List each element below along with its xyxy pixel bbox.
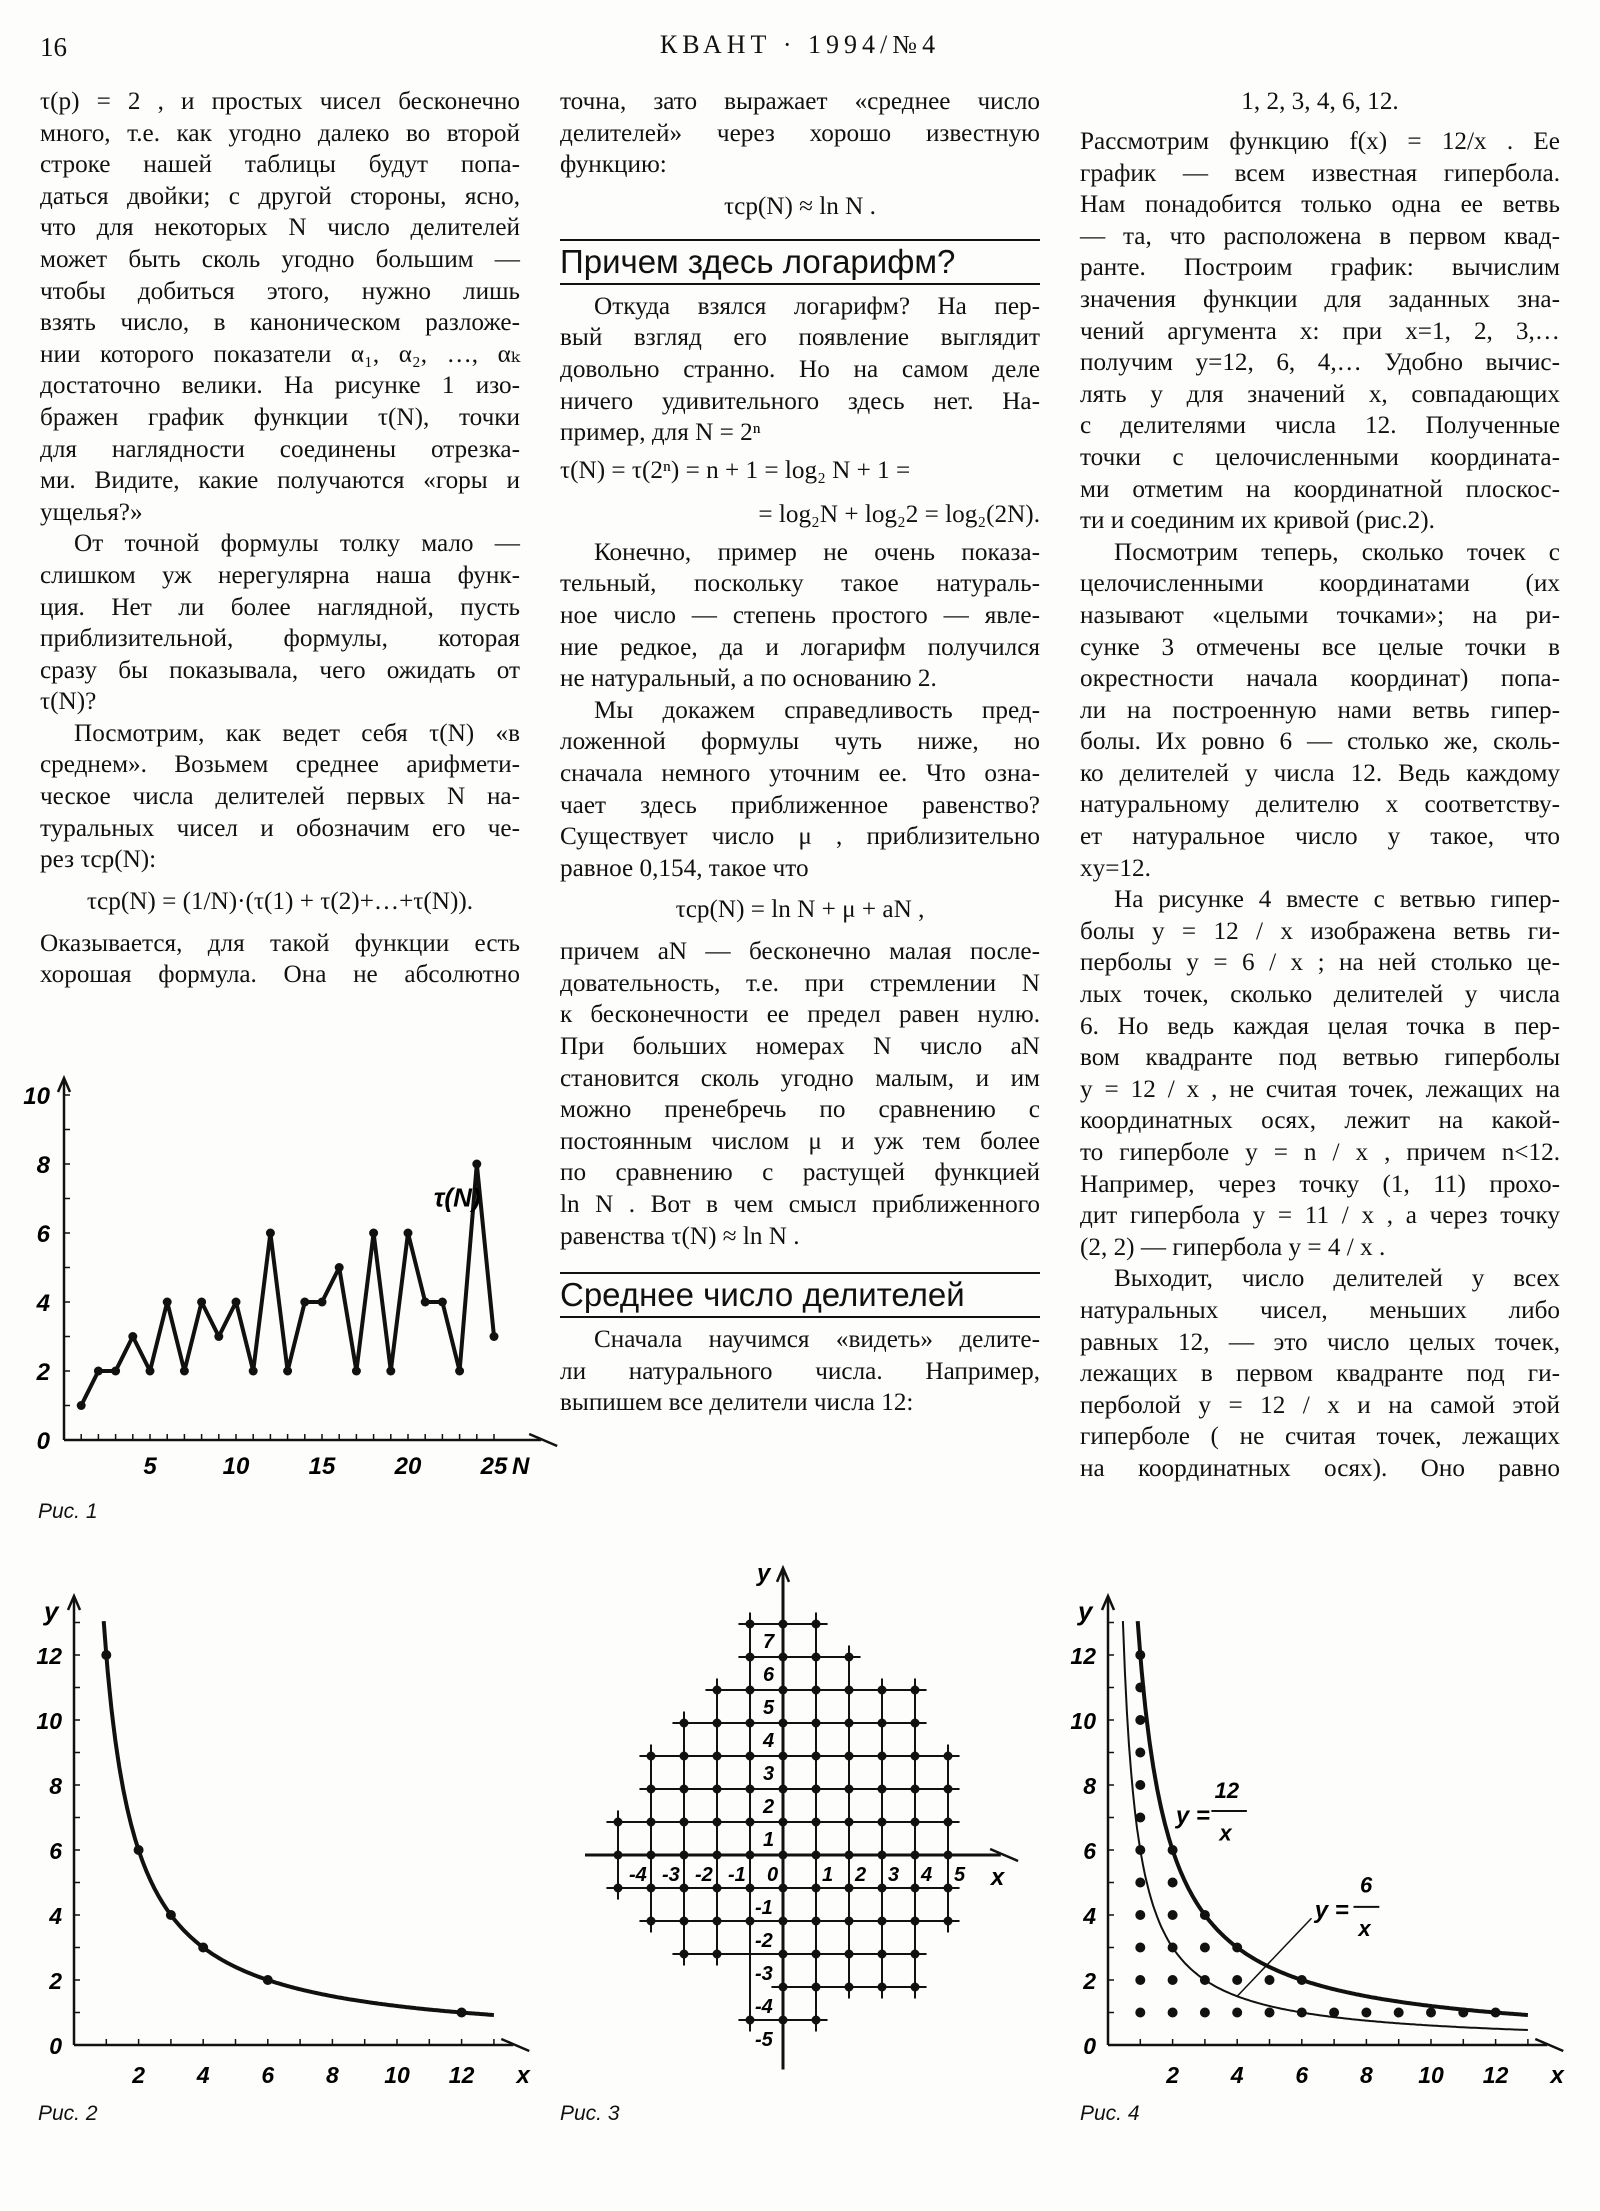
text-line: (2, 2) — гипербола y = 4 / x . <box>1080 1233 1386 1261</box>
text-line: Нам понадобится только одна ее ветвь <box>1080 191 1560 219</box>
svg-text:5: 5 <box>763 1697 775 1719</box>
text-line: ет натуральное число y такое, что <box>1080 823 1560 851</box>
text-line: ние редкое, да и логарифм получился <box>560 633 1040 661</box>
text-line: От точной формулы толку мало — <box>74 530 520 558</box>
text-line: довательность, т.е. при стремлении N <box>560 969 1040 997</box>
text-line: точки с целочисленными координата- <box>1080 443 1560 471</box>
section-heading-mean-divisors: Среднее число делителей <box>560 1272 1040 1318</box>
text-line: ко делителей у числа 12. Ведь каждому <box>1080 759 1560 787</box>
svg-text:10: 10 <box>1418 2062 1444 2088</box>
svg-text:12: 12 <box>1214 1778 1240 1803</box>
text-line: лых точек, сколько делителей у числа <box>1080 981 1560 1009</box>
text-line: Посмотрим теперь, сколько точек с <box>1114 538 1560 566</box>
text-line: довольно странно. Но на самом деле <box>560 355 1040 383</box>
svg-text:12: 12 <box>448 2062 475 2088</box>
svg-text:x: x <box>1358 1916 1371 1942</box>
svg-text:25: 25 <box>480 1453 508 1480</box>
svg-text:-4: -4 <box>629 1864 647 1886</box>
text-line: Выходит, число делителей у всех <box>1114 1265 1560 1293</box>
text-line: τ(N)? <box>40 688 97 716</box>
figure-2-caption: Рис. 2 <box>38 2102 98 2125</box>
text-line: чтобы добиться этого, нужно лишь <box>40 277 520 305</box>
text-line: достаточно велики. На рисунке 1 изо- <box>40 372 520 400</box>
svg-text:2: 2 <box>763 1796 775 1818</box>
svg-text:y =: y = <box>1175 1802 1210 1830</box>
formula-power-of-two-2: = log₂N + log₂2 = log₂(2N). <box>758 500 1040 528</box>
tau-line-chart <box>0 1060 540 1500</box>
text-line: не натуральный, а по основанию 2. <box>560 665 937 693</box>
svg-text:8: 8 <box>1360 2062 1373 2088</box>
text-line: — та, что расположена в первом квад- <box>1080 222 1560 250</box>
svg-text:12: 12 <box>36 1643 62 1669</box>
text-line: сунке 3 отмечены все целые точки в <box>1080 633 1560 661</box>
svg-text:2: 2 <box>132 2062 145 2088</box>
text-line: натуральному делителю x соответству- <box>1080 791 1560 819</box>
figure-4-caption: Рис. 4 <box>1080 2102 1140 2125</box>
text-line: xy=12. <box>1080 854 1151 882</box>
text-line: с делителями числа 12. Полученные <box>1080 412 1560 440</box>
text-line: причем aN — бесконечно малая после- <box>560 938 1040 966</box>
figure-1-caption: Рис. 1 <box>38 1500 98 1523</box>
text-line: равных 12, — это число целых точек, <box>1080 1328 1560 1356</box>
svg-text:6: 6 <box>49 1838 62 1864</box>
svg-text:4: 4 <box>49 1903 62 1929</box>
text-line: ли натурального числа. Например, <box>560 1357 1040 1385</box>
text-line: На рисунке 4 вместе с ветвью гипер- <box>1114 886 1560 914</box>
text-line: ми отметим на координатной плоскос- <box>1080 475 1560 503</box>
column-right <box>1080 86 1560 1485</box>
text-line: окрестности начала координат) попа- <box>1080 665 1560 693</box>
svg-text:4: 4 <box>196 2062 210 2088</box>
text-line: слишком уж нерегулярна наша функ- <box>40 561 520 589</box>
text-line: то гиперболе y = n / x , причем n<12. <box>1080 1139 1560 1166</box>
text-line: ln N . Вот в чем смысл приближенного <box>560 1191 1040 1219</box>
text-line: Мы докажем справедливость пред- <box>594 696 1040 724</box>
svg-text:0: 0 <box>49 2033 62 2059</box>
integer-lattice-diagram <box>560 1560 1040 2080</box>
svg-text:4: 4 <box>1230 2062 1244 2088</box>
text-line: для наглядности соединены отрезка- <box>40 435 520 463</box>
text-line: тельный, поскольку такое натураль- <box>560 570 1040 598</box>
svg-text:4: 4 <box>921 1864 933 1886</box>
text-line: ли на построенную нами ветвь гипер- <box>1080 696 1560 724</box>
divisors-list: 1, 2, 3, 4, 6, 12. <box>1241 88 1399 115</box>
svg-text:8: 8 <box>49 1773 62 1799</box>
svg-text:2: 2 <box>36 1359 50 1386</box>
svg-text:6: 6 <box>1359 1872 1373 1898</box>
text-line: график — всем известная гипербола. <box>1080 159 1560 187</box>
text-line: координатных осях, лежит на какой- <box>1080 1107 1560 1135</box>
text-line: ция. Нет ли более наглядной, пусть <box>40 593 520 621</box>
svg-text:y: y <box>44 1596 59 1626</box>
svg-text:x: x <box>990 1864 1005 1891</box>
svg-text:-1: -1 <box>755 1897 773 1919</box>
svg-text:6: 6 <box>763 1664 775 1686</box>
text-line: ное число — степень простого — явле- <box>560 601 1040 629</box>
text-line: чений аргумента x: при x=1, 2, 3,… <box>1080 317 1560 345</box>
figure-2-hyperbola <box>0 1570 540 2089</box>
svg-text:3: 3 <box>888 1864 900 1886</box>
text-line: Например, через точку (1, 11) прохо- <box>1080 1170 1560 1198</box>
formula-ln: τср(N) ≈ ln N . <box>724 192 876 220</box>
text-line: вый взгляд его появление выглядит <box>560 324 1040 352</box>
formula-mean-divisors: τср(N) = (1/N)·(τ(1) + τ(2)+…+τ(N)). <box>86 887 474 915</box>
text-line: ничего удивительного здесь нет. На- <box>560 387 1040 415</box>
text-line: становится сколь угодно малым, и им <box>560 1064 1040 1092</box>
text-line: y = 12 / x , не считая точек, лежащих на <box>1080 1075 1560 1103</box>
svg-text:10: 10 <box>36 1708 62 1734</box>
text-line: ложенной формулы чуть ниже, но <box>560 728 1040 756</box>
text-line: гиперболе ( не считая точек, лежащих <box>1080 1423 1560 1451</box>
text-line: постоянным числом μ и уж тем более <box>560 1127 1040 1155</box>
text-line: по сравнению с растущей функцией <box>560 1159 1040 1187</box>
svg-text:1: 1 <box>822 1864 834 1886</box>
text-line: сразу бы показывала, чего ожидать от <box>40 656 520 684</box>
text-line: что для некоторых N число делителей <box>40 214 520 242</box>
svg-text:10: 10 <box>222 1453 250 1480</box>
text-line: Рассмотрим функцию f(x) = 12/x . Ее <box>1080 128 1560 155</box>
svg-text:8: 8 <box>326 2062 339 2088</box>
svg-text:15: 15 <box>308 1453 336 1480</box>
text-line: 6. Но ведь каждая целая точка в пер- <box>1080 1012 1560 1040</box>
text-line: перболой y = 12 / x и на самой этой <box>1080 1391 1560 1419</box>
svg-text:6: 6 <box>1295 2062 1309 2088</box>
text-line: бражен график функции τ(N), точки <box>40 403 520 431</box>
text-line: называют «целыми точками»; на ри- <box>1080 601 1560 629</box>
text-line: ущелья?» <box>40 498 143 526</box>
running-head: КВАНТ · 1994/№4 <box>659 30 941 59</box>
text-line: нии которого показатели α₁, α₂, …, αₖ <box>40 340 520 368</box>
svg-text:-5: -5 <box>755 2029 773 2051</box>
svg-text:y: y <box>1078 1596 1093 1626</box>
figure-4-two-hyperbolas <box>1060 1570 1600 2089</box>
text-line: функцию: <box>560 151 667 179</box>
text-line: лять y для значений x, совпадающих <box>1080 380 1560 408</box>
figure-3-lattice <box>560 1560 1040 2080</box>
text-line: пример, для N = 2ⁿ <box>560 419 761 447</box>
text-line: можно пренебречь по сравнению с <box>560 1096 1040 1124</box>
text-line: точна, зато выражает «среднее число <box>560 88 1040 115</box>
svg-text:4: 4 <box>763 1730 775 1752</box>
svg-text:2: 2 <box>1166 2062 1179 2088</box>
text-line: рез τср(N): <box>40 846 157 874</box>
svg-text:3: 3 <box>763 1763 775 1785</box>
text-line: целочисленными координатами (их <box>1080 570 1560 598</box>
svg-text:x: x <box>1219 1820 1232 1846</box>
formula-mu: τср(N) = ln N + μ + aN , <box>675 896 925 924</box>
svg-text:4: 4 <box>1083 1903 1096 1929</box>
hyperbola-12-over-x-chart <box>0 1570 540 2089</box>
text-line: выпишем все делители числа 12: <box>560 1389 914 1417</box>
svg-text:6: 6 <box>1083 1838 1096 1864</box>
svg-text:8: 8 <box>1083 1773 1096 1799</box>
svg-text:7: 7 <box>763 1631 775 1653</box>
text-line: среднем». Возьмем среднее арифмети- <box>40 751 520 779</box>
svg-text:12: 12 <box>1070 1643 1096 1669</box>
svg-text:8: 8 <box>36 1152 50 1179</box>
svg-text:-1: -1 <box>728 1864 746 1886</box>
text-line: ти и соединим их кривой (рис.2). <box>1080 507 1435 535</box>
text-line: равенства τ(N) ≈ ln N . <box>560 1222 800 1250</box>
formula-power-of-two-1: τ(N) = τ(2ⁿ) = n + 1 = log₂ N + 1 = <box>560 456 911 484</box>
svg-text:N: N <box>512 1453 530 1480</box>
svg-text:y =: y = <box>1314 1896 1349 1924</box>
text-line: получим y=12, 6, 4,… Удобно вычис- <box>1080 349 1560 377</box>
text-line: равное 0,154, такое что <box>560 854 809 882</box>
text-line: болы y = 12 / x изображена ветвь ги- <box>1080 917 1560 945</box>
column-middle <box>560 86 1040 1419</box>
page-number: 16 <box>40 32 67 62</box>
svg-text:12: 12 <box>1482 2062 1509 2088</box>
svg-text:y: y <box>757 1560 771 1588</box>
svg-text:4: 4 <box>36 1290 50 1317</box>
svg-text:2: 2 <box>1083 1968 1096 1994</box>
text-line: дит гипербола y = 11 / x , а через точку <box>1080 1202 1560 1230</box>
svg-text:0: 0 <box>1083 2033 1096 2059</box>
svg-text:20: 20 <box>394 1453 422 1480</box>
svg-text:x: x <box>1550 2062 1564 2089</box>
text-line: τ(p) = 2 , и простых чисел бесконечно <box>40 88 520 115</box>
text-line: болы. Их ровно 6 — столько же, сколь- <box>1080 728 1560 756</box>
text-line: Оказывается, для такой функции есть <box>40 929 520 957</box>
hyperbolas-lattice-chart <box>1060 1570 1600 2089</box>
text-line: даться двойки; с другой стороны, ясно, <box>40 182 520 210</box>
svg-text:x: x <box>516 2062 530 2089</box>
svg-text:-3: -3 <box>662 1864 680 1886</box>
text-line: натуральных чисел, меньших либо <box>1080 1296 1560 1324</box>
svg-text:5: 5 <box>143 1453 157 1480</box>
svg-text:10: 10 <box>1070 1708 1096 1734</box>
svg-text:-4: -4 <box>755 1996 773 2018</box>
text-line: лежащих в первом квадранте под ги- <box>1080 1360 1560 1388</box>
text-line: значения функции для заданных зна- <box>1080 285 1560 313</box>
text-line: Посмотрим, как ведет себя τ(N) «в <box>74 719 520 747</box>
svg-text:5: 5 <box>954 1864 966 1886</box>
text-line: может быть сколь угодно большим — <box>40 245 520 273</box>
text-line: ранте. Построим график: вычислим <box>1080 254 1560 282</box>
svg-text:6: 6 <box>36 1221 50 1248</box>
svg-text:-3: -3 <box>755 1963 773 1985</box>
spacer <box>560 1252 1040 1266</box>
text-line: сначала немного уточним ее. Что озна- <box>560 759 1040 787</box>
text-line: к бесконечности ее предел равен нулю. <box>560 1001 1040 1029</box>
svg-text:10: 10 <box>23 1083 50 1110</box>
text-line: При больших номерах N число aN <box>560 1033 1040 1061</box>
text-line: чает здесь приближенное равенство? <box>560 791 1040 819</box>
text-line: Сначала научимся «видеть» делите- <box>594 1326 1040 1354</box>
text-line: строке нашей таблицы будут попа- <box>40 151 520 179</box>
text-line: Откуда взялся логарифм? На пер- <box>594 292 1040 320</box>
svg-text:2: 2 <box>855 1864 867 1886</box>
svg-text:τ(N): τ(N) <box>433 1182 481 1213</box>
svg-text:-2: -2 <box>695 1864 713 1886</box>
figure-3-caption: Рис. 3 <box>560 2102 620 2125</box>
text-line: Конечно, пример не очень показа- <box>594 538 1040 566</box>
text-line: приблизительной, формулы, которая <box>40 625 520 653</box>
column-left <box>40 86 520 991</box>
svg-text:-2: -2 <box>755 1930 773 1952</box>
text-line: ми. Видите, какие получаются «горы и <box>40 467 520 495</box>
text-line: взять число, в каноническом разложе- <box>40 309 520 337</box>
text-line: туральных чисел и обозначим его че- <box>40 814 520 842</box>
text-line: делителей» через хорошо известную <box>560 119 1040 147</box>
text-line: много, т.е. как угодно далеко во второй <box>40 119 520 147</box>
svg-text:2: 2 <box>49 1968 62 1994</box>
text-line: перболы y = 6 / x ; на ней столько це- <box>1080 949 1560 977</box>
text-line: на координатных осях). Оно равно <box>1080 1454 1560 1482</box>
figure-1-tau-chart <box>0 1060 540 1500</box>
svg-text:0: 0 <box>36 1428 50 1455</box>
text-line: ческое числа делителей первых N на- <box>40 783 520 811</box>
svg-text:0: 0 <box>767 1864 779 1886</box>
svg-text:1: 1 <box>763 1829 775 1851</box>
text-line: вом квадранте под ветвью гиперболы <box>1080 1044 1560 1072</box>
text-line: хорошая формула. Она не абсолютно <box>40 961 520 989</box>
svg-text:6: 6 <box>261 2062 275 2088</box>
section-heading-logarithm: Причем здесь логарифм? <box>560 239 1040 285</box>
svg-text:10: 10 <box>384 2062 410 2088</box>
text-line: Существует число μ , приблизительно <box>560 823 1040 851</box>
